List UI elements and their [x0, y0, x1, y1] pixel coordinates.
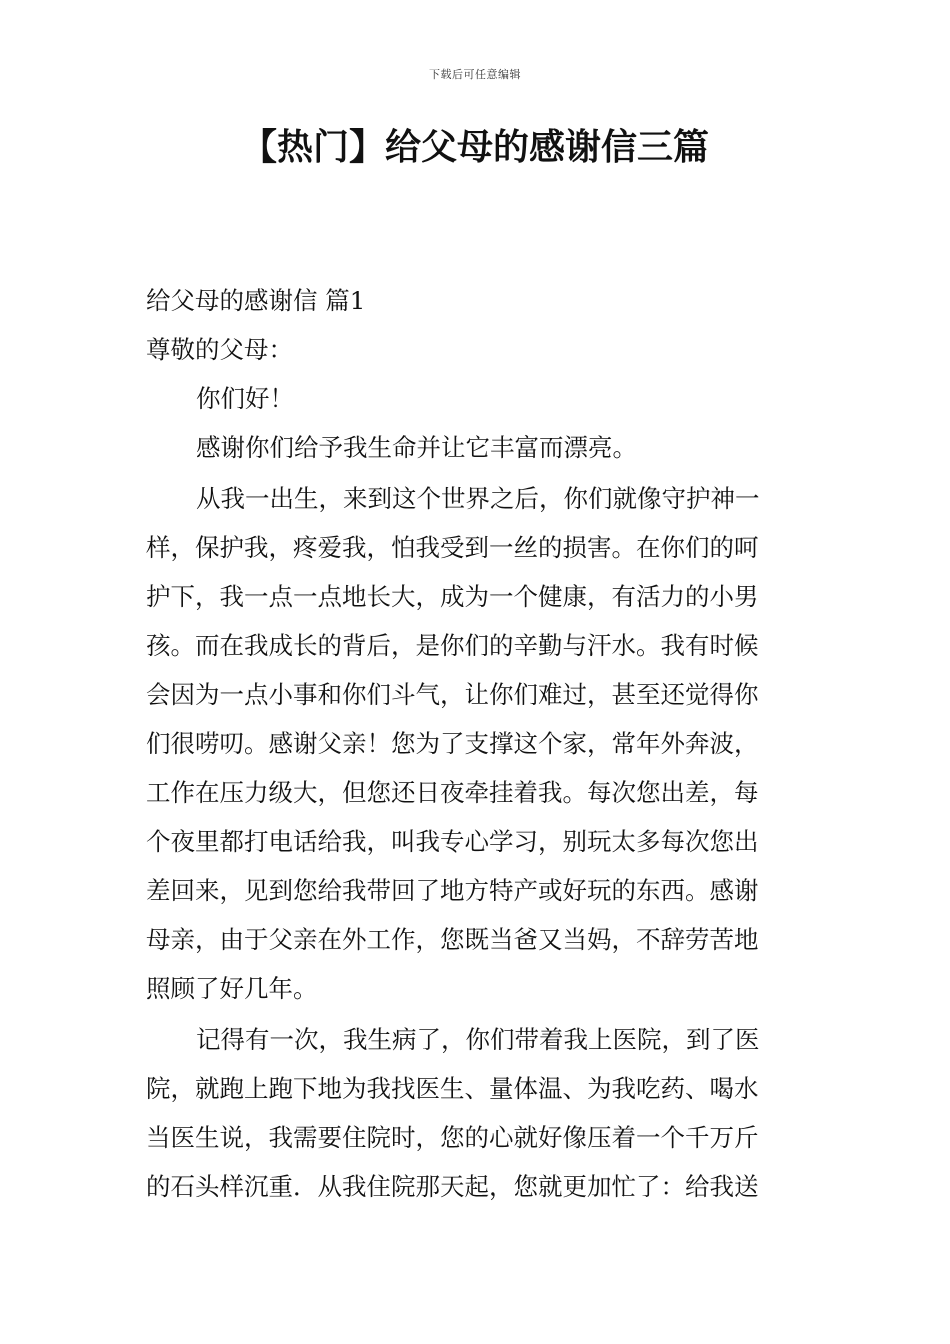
paragraph-line: 当医生说，我需要住院时，您的心就好像压着一个千万斤	[146, 1123, 759, 1152]
paragraph-line: 差回来，见到您给我带回了地方特产或好玩的东西。感谢	[146, 876, 759, 905]
paragraph-line: 工作在压力级大，但您还日夜牵挂着我。每次您出差，每	[146, 778, 759, 807]
section-heading: 给父母的感谢信 篇1	[146, 286, 366, 315]
header-note: 下载后可任意编辑	[429, 68, 521, 81]
paragraph-line: 院，就跑上跑下地为我找医生、量体温、为我吃药、喝水	[146, 1074, 759, 1103]
paragraph-line: 照顾了好几年。	[146, 974, 318, 1003]
paragraph-line: 个夜里都打电话给我，叫我专心学习，别玩太多每次您出	[146, 827, 759, 856]
paragraph-line: 会因为一点小事和你们斗气，让你们难过，甚至还觉得你	[146, 680, 759, 709]
paragraph-line: 样，保护我，疼爱我，怕我受到一丝的损害。在你们的呵	[146, 533, 759, 562]
paragraph-1	[146, 423, 806, 472]
paragraph-line: 从我一出生，来到这个世界之后，你们就像守护神一	[196, 484, 760, 513]
salutation: 尊敬的父母：	[146, 335, 293, 364]
paragraph-line: 母亲，由于父亲在外工作，您既当爸又当妈，不辞劳苦地	[146, 925, 759, 954]
paragraph-line: 护下，我一点一点地长大，成为一个健康，有活力的小男	[146, 582, 759, 611]
paragraph-2	[146, 474, 806, 1013]
document-title: 【热门】给父母的感谢信三篇	[240, 127, 709, 168]
document-body	[146, 276, 806, 1211]
paragraph-line: 感谢你们给予我生命并让它丰富而漂亮。	[196, 433, 637, 462]
paragraph-line: 记得有一次，我生病了，你们带着我上医院，到了医	[196, 1025, 760, 1054]
paragraph-3	[146, 1015, 806, 1211]
greeting: 你们好！	[196, 384, 294, 413]
paragraph-line: 的石头样沉重．从我住院那天起，您就更加忙了：给我送	[146, 1172, 759, 1201]
paragraph-line: 们很唠叨。感谢父亲！您为了支撑这个家，常年外奔波，	[146, 729, 759, 758]
paragraph-line: 孩。而在我成长的背后，是你们的辛勤与汗水。我有时候	[146, 631, 759, 660]
